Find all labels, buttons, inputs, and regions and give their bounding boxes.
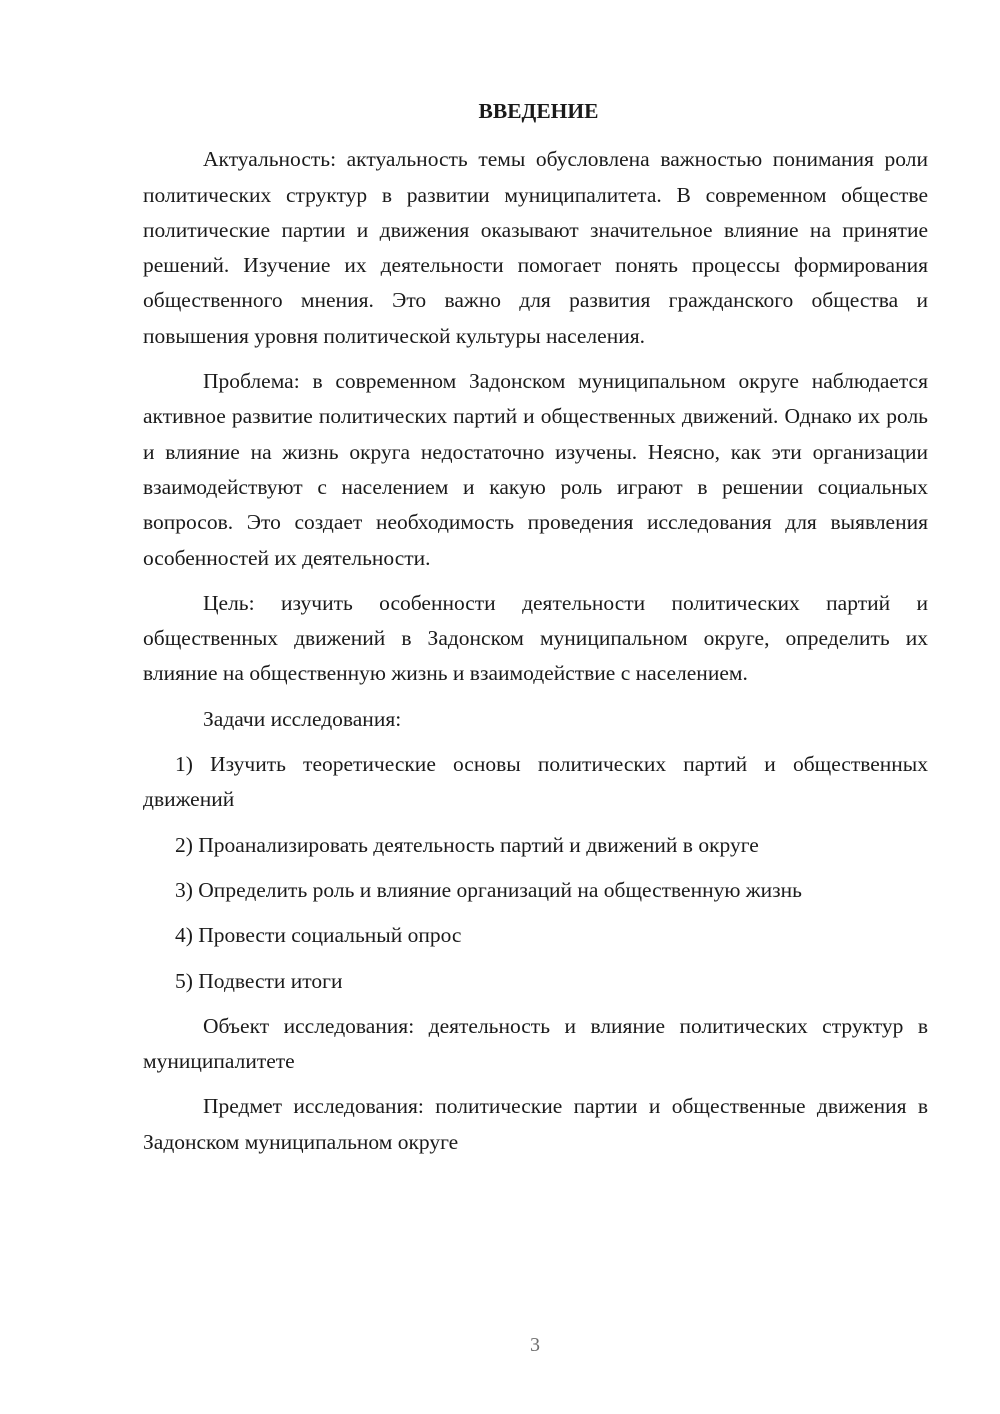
problem-paragraph: Проблема: в современном Задонском муниципальном округе наблюдается активное развитие политических партий и общественных движений. Однако их роль и влияние на жизнь округа недостаточно изучены. Неясно, как эти организации взаимодействуют с населением и какую роль играют в решении социальных вопросов. Это создает необходимость проведения исследования для выявления особенностей их деятельности.: [143, 369, 928, 570]
object-paragraph: Объект исследования: деятельность и влияние политических структур в муниципалитете: [143, 1013, 928, 1074]
tasks-title: Задачи исследования:: [203, 706, 402, 731]
goal-paragraph: Цель: изучить особенности деятельности политических партий и общественных движений в Задонском муниципальном округе, определить их влияние на общественную жизнь и взаимодействие с населением.: [143, 590, 928, 686]
document-body: [143, 94, 928, 1170]
relevance-paragraph: Актуальность: актуальность темы обусловлена важностью понимания роли политических структур в развитии муниципалитета. В современном обществе политические партии и движения оказывают значительное влияние на принятие решений. Изучение их деятельности помогает понять процессы формирования общественного мнения. Это важно для развития гражданского общества и повышения уровня политической культуры населения.: [143, 147, 928, 348]
task-item-1: 1) Изучить теоретические основы политических партий и общественных движений: [143, 752, 928, 812]
section-heading: ВВЕДЕНИЕ: [478, 99, 599, 123]
task-item-5: 5) Подвести итоги: [175, 968, 343, 993]
task-item-4: 4) Провести социальный опрос: [175, 923, 462, 948]
subject-paragraph: Предмет исследования: политические партии и общественные движения в Задонском муниципальном округе: [143, 1094, 928, 1154]
page-number: 3: [530, 1334, 540, 1356]
task-item-2: 2) Проанализировать деятельность партий и движений в округе: [175, 832, 759, 857]
task-item-3: 3) Определить роль и влияние организаций на общественную жизнь: [175, 877, 802, 902]
tasks-list: [143, 747, 928, 999]
